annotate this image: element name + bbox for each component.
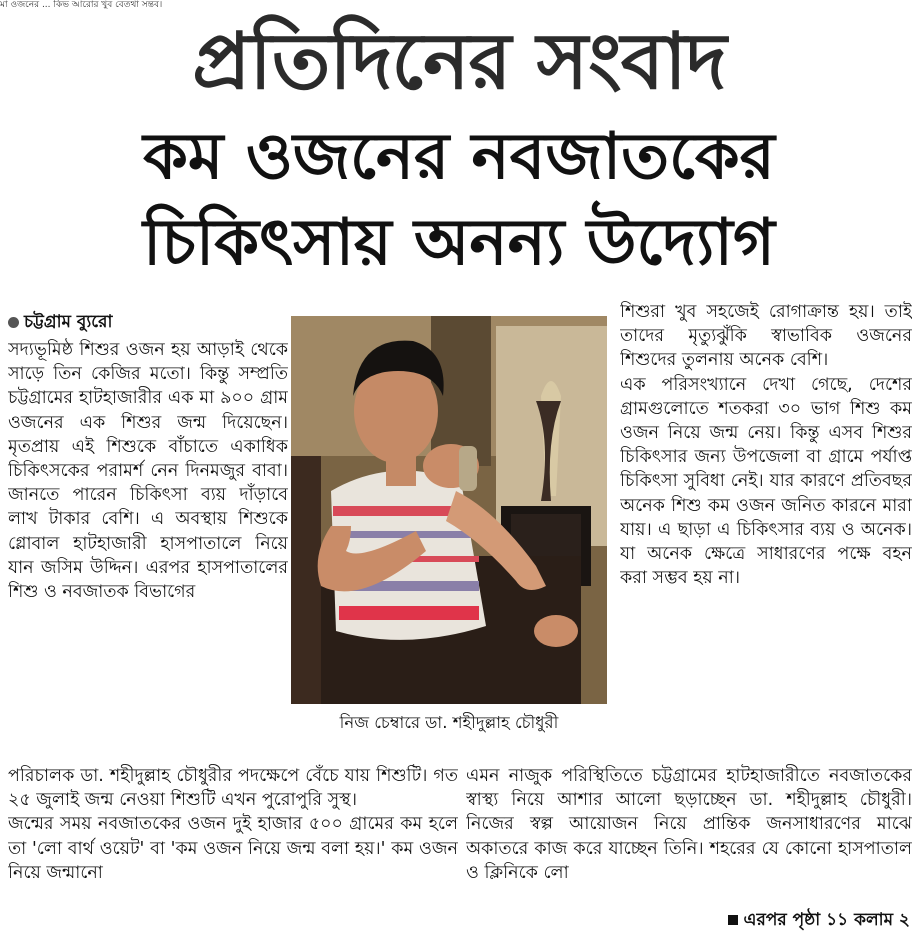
byline-text: চট্টগ্রাম ব্যুরো <box>24 312 113 332</box>
masthead-part-2: বাদ <box>620 17 726 107</box>
article-column-right <box>620 300 912 760</box>
paragraph: এক পরিসংখ্যানে দেখা গেছে, দেশের গ্রামগুলোতে শতকরা ৩০ ভাগ শিশু কম ওজন নিয়ে জন্ম নেয়। কিন্তু এসব শিশুর চিকিৎসার জন্য উপজেলা বা গ্রামে পর্যাপ্ত চিকিৎসা সুবিধা নেই। যার কারণে প্রতিবছর অনেক শিশু কম ওজন জনিত কারনে মারা যায়। এ ছাড়া এ চিকিৎসার ব্যয় ও অনেক। যা অনেক ক্ষেত্রে সাধারণের পক্ষে বহন করা সম্ভব হয় না। <box>620 374 912 589</box>
paragraph: শিশুরা খুব সহজেই রোগাক্রান্ত হয়। তাই তাদের মৃত্যুঝুঁকি স্বাভাবিক ওজনের শিশুদের তুলনায় অনেক বেশি। <box>620 302 912 371</box>
article-column-left <box>8 338 288 768</box>
masthead <box>0 14 918 114</box>
paragraph: জন্মের সময় নবজাতকের ওজন দুই হাজার ৫০০ গ্রামের কম হলে তা 'লো বার্থ ওয়েট' বা 'কম ওজন নিয়ে জন্ম বলা হয়।' কম ওজন নিয়ে জন্মানো <box>8 814 458 883</box>
bullet-icon <box>8 317 19 328</box>
headline-line-1: কম ওজনের নবজাতকের <box>143 120 775 194</box>
headline-line-2: চিকিৎসায় অনন্য উদ্যোগ <box>143 206 775 280</box>
doctor-photo-image <box>291 316 607 704</box>
square-bullet-icon <box>728 915 738 925</box>
article-column-bottom-left <box>8 764 458 940</box>
paragraph: সদ্যভূমিষ্ঠ শিশুর ওজন হয় আড়াই থেকে সাড়ে তিন কেজির মতো। কিন্তু সম্প্রতি চট্টগ্রামের হাটহাজারীর এক মা ৯০০ গ্রাম ওজনের এক শিশুর জন্ম দিয়েছেন। মৃতপ্রায় এই শিশুকে বাঁচাতে একাধিক চিকিৎসকের পরামর্শ নেন দিনমজুর বাবা। জানতে পারেন চিকিৎসা ব্যয় দাঁড়াবে লাখ টাকার বেশি। এ অবস্থায় শিশুকে গ্লোবাল হাটহাজারী হাসপাতালে নিয়ে যান জসিম উদ্দিন। এরপর হাসপাতালের শিশু ও নবজাতক বিভাগের <box>8 340 288 603</box>
masthead-part-1: প্রতিদিনের স <box>192 17 621 107</box>
paragraph: এমন নাজুক পরিস্থিতিতে চট্টগ্রামের হাটহাজারীতে নবজাতকের স্বাস্থ্য নিয়ে আশার আলো ছড়াচ্ছেন ডা. শহীদুল্লাহ চৌধুরী। নিজের স্বল্প আয়োজন নিয়ে প্রান্তিক জনসাধারণের মাঝে অকাতরে কাজ করে যাচ্ছেন তিনি। শহরের যে কোনো হাসপাতাল ও ক্লিনিকে লো <box>466 766 912 883</box>
photo-caption: নিজ চেম্বারে ডা. শহীদুল্লাহ চৌধুরী <box>339 713 559 732</box>
paragraph: পরিচালক ডা. শহীদুল্লাহ চৌধুরীর পদক্ষেপে বেঁচে যায় শিশুটি। গত ২৫ জুলাই জন্ম নেওয়া শিশুটি এখন পুরোপুরি সুস্থ। <box>8 766 458 811</box>
article-photo <box>291 316 607 704</box>
top-cut-text: মা ওজনের ... কিভ আরোর খুব বেতথা সন্তব। <box>0 0 163 10</box>
continued-on-page-note <box>720 908 910 932</box>
byline <box>8 310 112 334</box>
jump-text: এরপর পৃষ্ঠা ১১ কলাম ২ <box>743 910 910 930</box>
